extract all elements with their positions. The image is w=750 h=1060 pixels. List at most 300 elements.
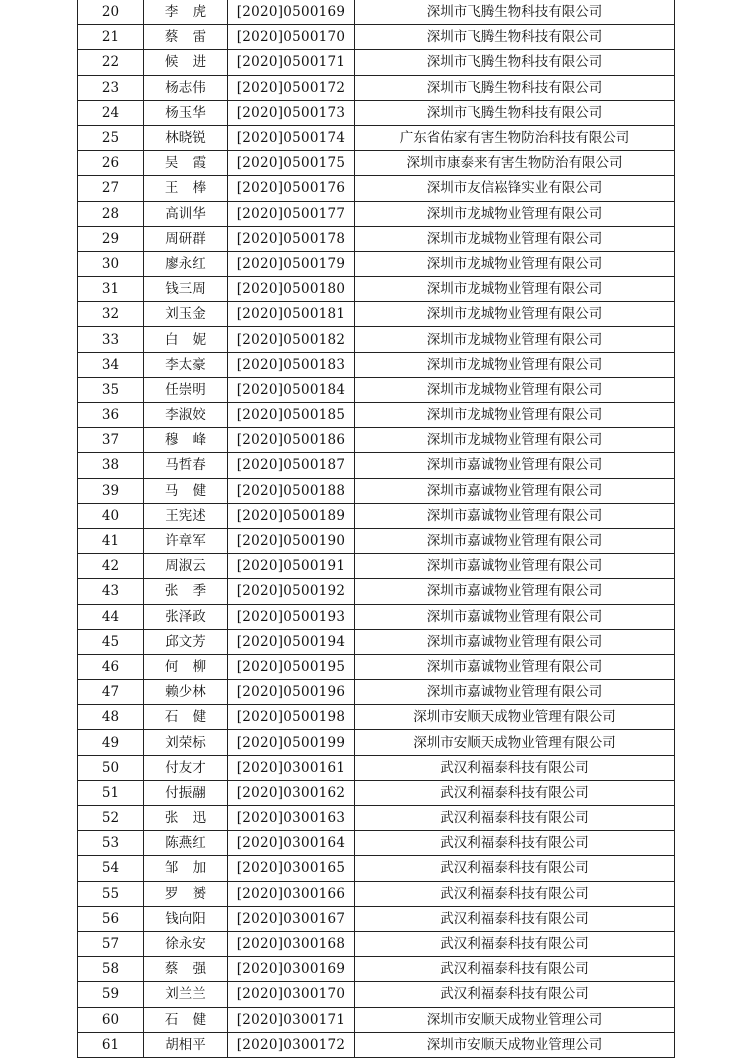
person-name-cell	[144, 856, 228, 881]
certificate-number-text: [2020]0500186	[236, 432, 346, 449]
row-number-text: 32	[101, 306, 120, 323]
person-name-text: 王宪述	[165, 507, 206, 524]
person-name-text: 张迅	[164, 810, 221, 827]
table-row	[78, 277, 675, 302]
person-name-cell	[144, 478, 228, 503]
row-number-cell	[78, 352, 144, 377]
row-number-cell	[78, 1007, 144, 1032]
table-row	[78, 1007, 675, 1032]
person-name-cell	[144, 25, 228, 50]
organization-cell	[355, 302, 675, 327]
row-number-text: 30	[101, 255, 120, 272]
certificate-number-cell	[228, 957, 355, 982]
table-row	[78, 931, 675, 956]
row-number-text: 46	[101, 658, 120, 675]
organization-cell	[355, 629, 675, 654]
organization-text: 深圳市龙城物业管理有限公司	[426, 381, 603, 398]
row-number-text: 54	[101, 860, 120, 877]
person-name-cell	[144, 75, 228, 100]
certificate-number-cell	[228, 100, 355, 125]
certificate-number-cell	[228, 377, 355, 402]
person-name-text: 任崇明	[165, 381, 206, 398]
person-name-cell	[144, 629, 228, 654]
certificate-number-text: [2020]0500191	[236, 558, 346, 575]
person-name-text: 付友才	[165, 759, 206, 776]
person-name-cell	[144, 528, 228, 553]
row-number-cell	[78, 251, 144, 276]
table-row	[78, 327, 675, 352]
certificate-number-text: [2020]0500198	[236, 709, 346, 726]
row-number-text: 52	[101, 810, 120, 827]
table-row	[78, 251, 675, 276]
organization-cell	[355, 755, 675, 780]
person-name-text: 王棒	[164, 180, 221, 197]
row-number-cell	[78, 377, 144, 402]
row-number-cell	[78, 931, 144, 956]
row-number-cell	[78, 957, 144, 982]
row-number-cell	[78, 428, 144, 453]
certificate-number-text: [2020]0500185	[236, 407, 346, 424]
person-name-text: 张泽政	[165, 608, 206, 625]
person-name-text: 何柳	[164, 658, 221, 675]
organization-cell	[355, 352, 675, 377]
person-name-cell	[144, 780, 228, 805]
certificate-number-text: [2020]0500170	[236, 29, 346, 46]
organization-text: 深圳市嘉诚物业管理有限公司	[426, 684, 603, 701]
certificate-number-cell	[228, 151, 355, 176]
row-number-cell	[78, 654, 144, 679]
row-number-text: 45	[101, 633, 120, 650]
organization-cell	[355, 579, 675, 604]
person-name-text: 候进	[164, 54, 221, 71]
table-row	[78, 881, 675, 906]
person-name-cell	[144, 251, 228, 276]
organization-text: 深圳市飞腾生物科技有限公司	[426, 79, 603, 96]
person-name-text: 邹加	[164, 860, 221, 877]
table-row	[78, 302, 675, 327]
person-name-cell	[144, 201, 228, 226]
organization-text: 深圳市嘉诚物业管理有限公司	[426, 608, 603, 625]
certificate-number-text: [2020]0500199	[236, 734, 346, 751]
row-number-text: 41	[101, 533, 120, 550]
person-name-cell	[144, 453, 228, 478]
certificate-number-text: [2020]0300169	[236, 961, 346, 978]
organization-text: 武汉利福泰科技有限公司	[440, 885, 589, 902]
certificate-number-text: [2020]0500192	[236, 583, 346, 600]
row-number-text: 40	[101, 507, 120, 524]
person-name-cell	[144, 730, 228, 755]
organization-text: 深圳市嘉诚物业管理有限公司	[426, 482, 603, 499]
table-row	[78, 831, 675, 856]
person-name-cell	[144, 151, 228, 176]
row-number-text: 59	[101, 986, 120, 1003]
row-number-text: 48	[101, 709, 120, 726]
person-name-cell	[144, 377, 228, 402]
row-number-text: 29	[101, 230, 120, 247]
certificate-number-text: [2020]0300172	[236, 1036, 346, 1053]
person-name-cell	[144, 831, 228, 856]
certificate-number-cell	[228, 528, 355, 553]
organization-cell	[355, 780, 675, 805]
table-row	[78, 100, 675, 125]
organization-cell	[355, 176, 675, 201]
person-name-text: 胡相平	[165, 1036, 206, 1053]
organization-text: 武汉利福泰科技有限公司	[440, 986, 589, 1003]
row-number-text: 60	[101, 1011, 120, 1028]
row-number-cell	[78, 100, 144, 125]
row-number-cell	[78, 327, 144, 352]
person-name-cell	[144, 982, 228, 1007]
person-name-text: 刘兰兰	[165, 986, 206, 1003]
organization-text: 广东省佑家有害生物防治科技有限公司	[399, 130, 630, 147]
organization-cell	[355, 528, 675, 553]
organization-text: 深圳市嘉诚物业管理有限公司	[426, 457, 603, 474]
organization-cell	[355, 377, 675, 402]
certificate-number-cell	[228, 931, 355, 956]
table-row	[78, 982, 675, 1007]
row-number-text: 57	[101, 936, 120, 953]
row-number-text: 38	[101, 457, 120, 474]
person-name-text: 高训华	[165, 205, 206, 222]
organization-cell	[355, 428, 675, 453]
certificate-number-cell	[228, 478, 355, 503]
certificate-number-text: [2020]0500194	[236, 633, 346, 650]
table-row	[78, 151, 675, 176]
organization-text: 深圳市安顺天成物业管理公司	[426, 1036, 603, 1053]
certificate-number-text: [2020]0500180	[236, 281, 346, 298]
certificate-number-cell	[228, 856, 355, 881]
table-row	[78, 226, 675, 251]
certificate-number-text: [2020]0300168	[236, 936, 346, 953]
row-number-text: 27	[101, 180, 120, 197]
table-row	[78, 856, 675, 881]
person-name-cell	[144, 403, 228, 428]
certificate-number-cell	[228, 176, 355, 201]
organization-cell	[355, 201, 675, 226]
person-name-cell	[144, 277, 228, 302]
organization-text: 深圳市飞腾生物科技有限公司	[426, 29, 603, 46]
person-name-cell	[144, 428, 228, 453]
person-name-text: 白妮	[164, 331, 221, 348]
table-row	[78, 705, 675, 730]
person-name-text: 罗赟	[164, 885, 221, 902]
organization-text: 深圳市嘉诚物业管理有限公司	[426, 583, 603, 600]
certificate-number-cell	[228, 50, 355, 75]
certificate-number-text: [2020]0500179	[236, 255, 346, 272]
table-row	[78, 528, 675, 553]
row-number-cell	[78, 982, 144, 1007]
table-row	[78, 1032, 675, 1057]
organization-cell	[355, 604, 675, 629]
person-name-cell	[144, 957, 228, 982]
person-name-cell	[144, 176, 228, 201]
person-name-cell	[144, 50, 228, 75]
row-number-cell	[78, 226, 144, 251]
person-name-text: 许章军	[165, 533, 206, 550]
organization-text: 深圳市龙城物业管理有限公司	[426, 281, 603, 298]
certificate-number-cell	[228, 251, 355, 276]
row-number-cell	[78, 151, 144, 176]
certificate-number-cell	[228, 75, 355, 100]
organization-text: 深圳市龙城物业管理有限公司	[426, 356, 603, 373]
row-number-text: 36	[101, 407, 120, 424]
certificate-number-cell	[228, 906, 355, 931]
table-row	[78, 50, 675, 75]
organization-text: 深圳市嘉诚物业管理有限公司	[426, 558, 603, 575]
table-row	[78, 780, 675, 805]
certificate-number-text: [2020]0300165	[236, 860, 346, 877]
certificate-number-text: [2020]0500190	[236, 533, 346, 550]
certificate-number-cell	[228, 982, 355, 1007]
organization-cell	[355, 931, 675, 956]
organization-cell	[355, 806, 675, 831]
row-number-cell	[78, 176, 144, 201]
table-row	[78, 201, 675, 226]
organization-text: 深圳市龙城物业管理有限公司	[426, 331, 603, 348]
organization-cell	[355, 453, 675, 478]
person-name-text: 付振翮	[165, 784, 206, 801]
certificate-number-text: [2020]0500195	[236, 658, 346, 675]
table-row	[78, 629, 675, 654]
certificate-number-cell	[228, 201, 355, 226]
row-number-text: 28	[101, 205, 120, 222]
person-name-text: 吴霞	[164, 155, 221, 172]
row-number-cell	[78, 453, 144, 478]
table-row	[78, 503, 675, 528]
organization-cell	[355, 654, 675, 679]
person-name-text: 李太豪	[165, 356, 206, 373]
organization-text: 深圳市飞腾生物科技有限公司	[426, 104, 603, 121]
row-number-cell	[78, 75, 144, 100]
certificate-number-text: [2020]0300167	[236, 910, 346, 927]
certificate-number-text: [2020]0500176	[236, 180, 346, 197]
row-number-cell	[78, 478, 144, 503]
organization-text: 深圳市友信崧锋实业有限公司	[426, 180, 603, 197]
certificate-number-text: [2020]0500172	[236, 79, 346, 96]
row-number-text: 55	[101, 885, 120, 902]
certificate-number-cell	[228, 0, 355, 25]
row-number-cell	[78, 125, 144, 150]
certificate-number-cell	[228, 730, 355, 755]
person-name-text: 杨志伟	[165, 79, 206, 96]
certificate-number-text: [2020]0500181	[236, 306, 346, 323]
row-number-cell	[78, 680, 144, 705]
certificate-number-cell	[228, 428, 355, 453]
person-name-text: 马哲春	[165, 457, 206, 474]
certificate-number-cell	[228, 226, 355, 251]
person-name-text: 杨玉华	[165, 104, 206, 121]
organization-cell	[355, 100, 675, 125]
certificate-number-cell	[228, 327, 355, 352]
certificate-number-text: [2020]0300164	[236, 835, 346, 852]
organization-text: 武汉利福泰科技有限公司	[440, 810, 589, 827]
table-row	[78, 377, 675, 402]
table-row	[78, 176, 675, 201]
row-number-text: 49	[101, 734, 120, 751]
certificate-number-text: [2020]0500174	[236, 130, 346, 147]
organization-cell	[355, 503, 675, 528]
organization-cell	[355, 554, 675, 579]
organization-cell	[355, 957, 675, 982]
person-name-cell	[144, 503, 228, 528]
table-row	[78, 453, 675, 478]
person-name-cell	[144, 604, 228, 629]
organization-cell	[355, 50, 675, 75]
person-name-cell	[144, 1032, 228, 1057]
person-name-cell	[144, 755, 228, 780]
organization-text: 深圳市安顺天成物业管理有限公司	[413, 734, 616, 751]
certificate-number-text: [2020]0500183	[236, 356, 346, 373]
organization-cell	[355, 403, 675, 428]
person-name-cell	[144, 226, 228, 251]
row-number-cell	[78, 780, 144, 805]
row-number-cell	[78, 403, 144, 428]
row-number-text: 26	[101, 155, 120, 172]
certificate-number-text: [2020]0500188	[236, 482, 346, 499]
certificate-number-cell	[228, 780, 355, 805]
row-number-cell	[78, 806, 144, 831]
table-row	[78, 906, 675, 931]
certificate-number-text: [2020]0500193	[236, 608, 346, 625]
organization-text: 武汉利福泰科技有限公司	[440, 961, 589, 978]
roster-table	[77, 0, 675, 1058]
person-name-cell	[144, 1007, 228, 1032]
organization-cell	[355, 226, 675, 251]
person-name-cell	[144, 806, 228, 831]
table-row	[78, 478, 675, 503]
table-row	[78, 755, 675, 780]
row-number-cell	[78, 831, 144, 856]
person-name-text: 蔡强	[164, 961, 221, 978]
organization-text: 深圳市嘉诚物业管理有限公司	[426, 633, 603, 650]
person-name-text: 邱文芳	[165, 633, 206, 650]
organization-cell	[355, 680, 675, 705]
row-number-cell	[78, 201, 144, 226]
certificate-number-cell	[228, 403, 355, 428]
certificate-number-cell	[228, 680, 355, 705]
certificate-number-text: [2020]0500196	[236, 684, 346, 701]
certificate-number-cell	[228, 831, 355, 856]
organization-text: 深圳市龙城物业管理有限公司	[426, 255, 603, 272]
row-number-cell	[78, 906, 144, 931]
table-row	[78, 957, 675, 982]
row-number-cell	[78, 528, 144, 553]
table-row	[78, 25, 675, 50]
organization-cell	[355, 0, 675, 25]
organization-cell	[355, 251, 675, 276]
row-number-text: 53	[101, 835, 120, 852]
table-row	[78, 680, 675, 705]
organization-cell	[355, 831, 675, 856]
table-row	[78, 125, 675, 150]
person-name-cell	[144, 0, 228, 25]
person-name-text: 李淑姣	[165, 407, 206, 424]
row-number-text: 43	[101, 583, 120, 600]
organization-cell	[355, 151, 675, 176]
row-number-text: 33	[101, 331, 120, 348]
certificate-number-text: [2020]0500169	[236, 4, 346, 21]
person-name-text: 赖少林	[165, 684, 206, 701]
row-number-text: 22	[101, 54, 120, 71]
row-number-text: 42	[101, 558, 120, 575]
certificate-number-cell	[228, 806, 355, 831]
organization-text: 深圳市龙城物业管理有限公司	[426, 432, 603, 449]
organization-cell	[355, 75, 675, 100]
row-number-cell	[78, 277, 144, 302]
organization-text: 深圳市嘉诚物业管理有限公司	[426, 533, 603, 550]
person-name-text: 石健	[164, 1011, 221, 1028]
row-number-text: 25	[101, 130, 120, 147]
table-row	[78, 554, 675, 579]
person-name-text: 钱向阳	[165, 910, 206, 927]
person-name-cell	[144, 881, 228, 906]
table-row	[78, 604, 675, 629]
row-number-cell	[78, 302, 144, 327]
certificate-number-text: [2020]0500184	[236, 381, 346, 398]
row-number-cell	[78, 503, 144, 528]
organization-cell	[355, 25, 675, 50]
person-name-text: 张季	[164, 583, 221, 600]
certificate-number-text: [2020]0500187	[236, 457, 346, 474]
row-number-cell	[78, 705, 144, 730]
person-name-cell	[144, 125, 228, 150]
row-number-cell	[78, 50, 144, 75]
row-number-cell	[78, 730, 144, 755]
row-number-cell	[78, 629, 144, 654]
row-number-text: 37	[101, 432, 120, 449]
organization-text: 深圳市安顺天成物业管理公司	[426, 1011, 603, 1028]
person-name-text: 马健	[164, 482, 221, 499]
person-name-cell	[144, 100, 228, 125]
organization-text: 武汉利福泰科技有限公司	[440, 910, 589, 927]
certificate-number-cell	[228, 1007, 355, 1032]
certificate-number-text: [2020]0300171	[236, 1011, 346, 1028]
organization-cell	[355, 125, 675, 150]
certificate-number-cell	[228, 705, 355, 730]
organization-text: 深圳市龙城物业管理有限公司	[426, 407, 603, 424]
organization-text: 深圳市飞腾生物科技有限公司	[426, 54, 603, 71]
certificate-number-cell	[228, 554, 355, 579]
row-number-text: 58	[101, 961, 120, 978]
roster-sheet	[77, 0, 675, 1058]
row-number-text: 47	[101, 684, 120, 701]
person-name-cell	[144, 302, 228, 327]
person-name-text: 周淑云	[165, 558, 206, 575]
table-row	[78, 654, 675, 679]
person-name-cell	[144, 680, 228, 705]
organization-text: 深圳市飞腾生物科技有限公司	[426, 4, 603, 21]
row-number-text: 51	[101, 784, 120, 801]
organization-text: 深圳市安顺天成物业管理有限公司	[413, 709, 616, 726]
row-number-cell	[78, 755, 144, 780]
table-row	[78, 75, 675, 100]
organization-cell	[355, 881, 675, 906]
table-row	[78, 352, 675, 377]
row-number-text: 21	[101, 29, 120, 46]
person-name-text: 蔡雷	[164, 29, 221, 46]
certificate-number-cell	[228, 277, 355, 302]
person-name-text: 周研群	[165, 230, 206, 247]
person-name-text: 陈燕红	[165, 835, 206, 852]
organization-text: 深圳市嘉诚物业管理有限公司	[426, 658, 603, 675]
certificate-number-cell	[228, 579, 355, 604]
certificate-number-text: [2020]0500189	[236, 507, 346, 524]
certificate-number-cell	[228, 352, 355, 377]
organization-cell	[355, 730, 675, 755]
person-name-text: 刘玉金	[165, 306, 206, 323]
certificate-number-cell	[228, 125, 355, 150]
organization-cell	[355, 1032, 675, 1057]
